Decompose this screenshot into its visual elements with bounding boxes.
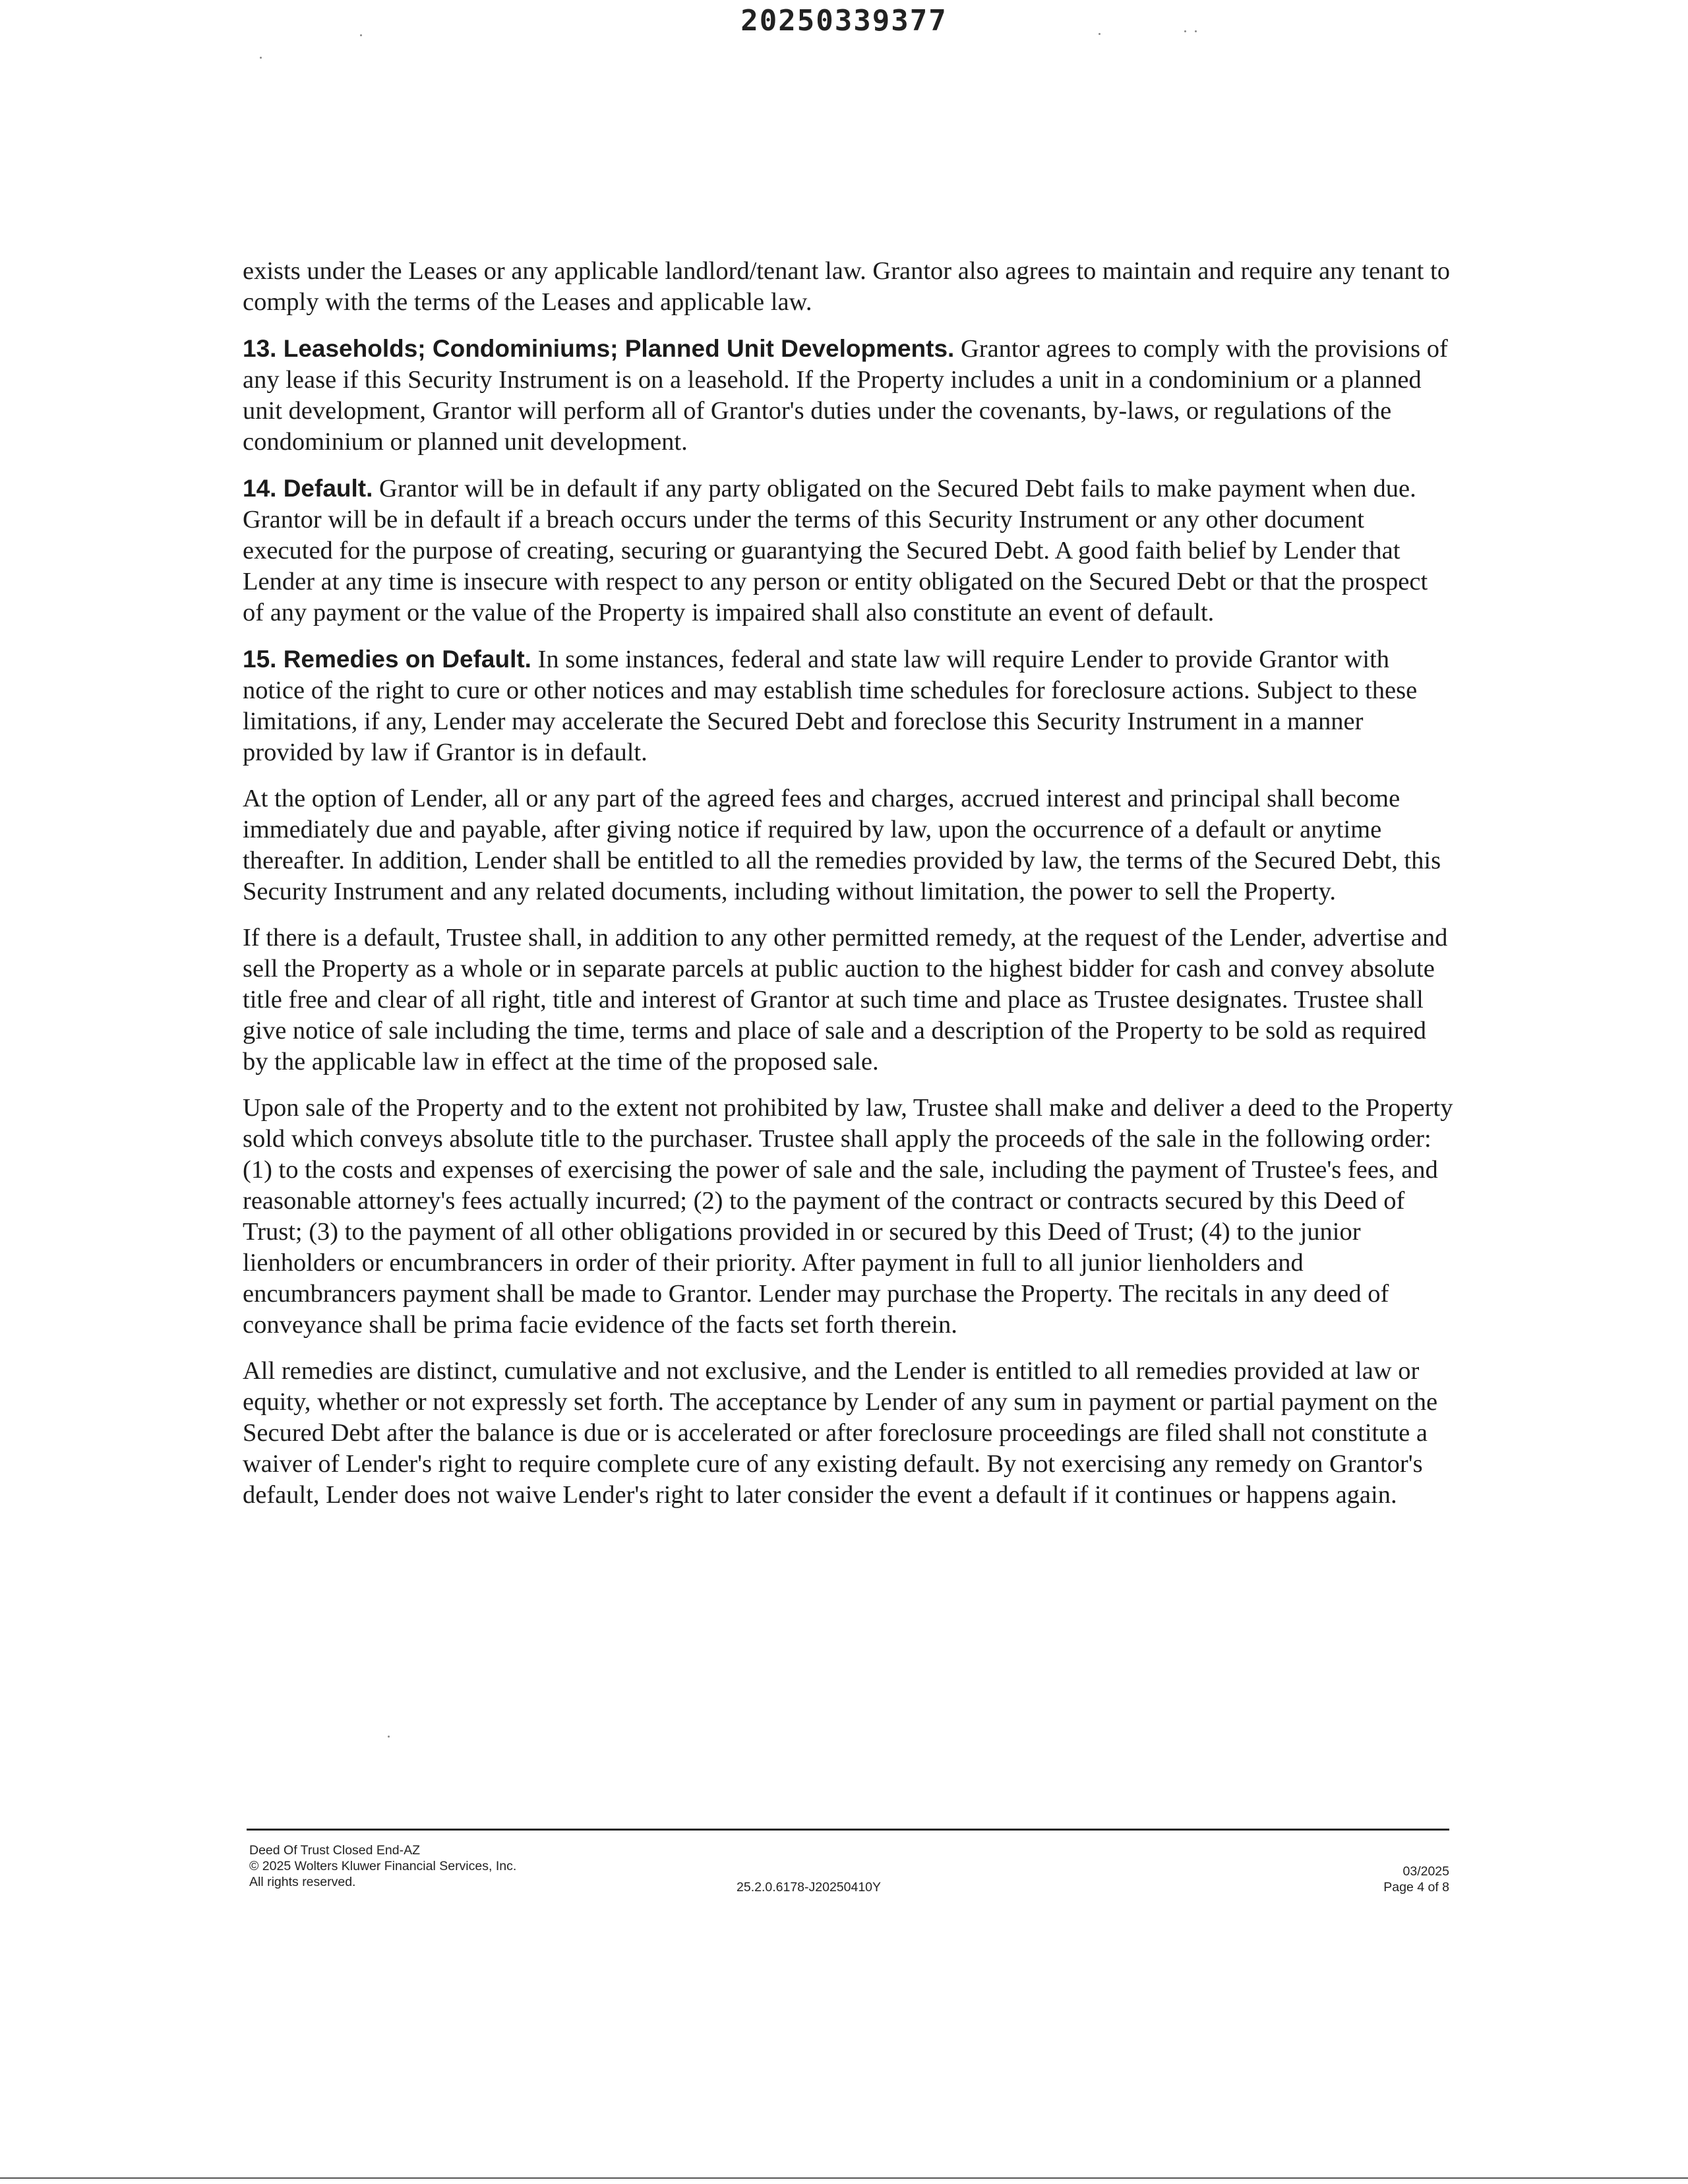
paragraph: At the option of Lender, all or any part of the agreed fees and charges, accrued interest and principal shall become immediately due and payable, after giving notice if required by law, upon the occurrence of a default or anytime thereafter. In addition, Lender shall be entitled to all the remedies provided by law, the terms of the Secured Debt, this Security Instrument and any related documents, including without limitation, the power to sell the Property. <box>243 785 1441 905</box>
section-14 <box>243 473 1453 628</box>
section-text: Grantor agrees to comply with the provisions of any lease if this Security Instrument is on a leasehold. If the Property includes a unit in a condominium or a planned unit development, Grantor will perform all of Grantor's duties under the covenants, by-laws, or regulations of the condominium or planned unit development. <box>243 335 1448 456</box>
footer-divider <box>247 1829 1449 1831</box>
form-name: Deed Of Trust Closed End-AZ <box>249 1843 421 1858</box>
document-body <box>243 256 1453 1526</box>
footer-left <box>249 1842 645 1890</box>
page-number: Page 4 of 8 <box>1383 1880 1449 1895</box>
copyright: © 2025 Wolters Kluwer Financial Services, Inc. <box>249 1859 517 1873</box>
rights: All rights reserved. <box>249 1875 356 1889</box>
section-heading: 15. Remedies on Default. <box>243 646 531 673</box>
paragraph: If there is a default, Trustee shall, in addition to any other permitted remedy, at the request of the Lender, advertise and sell the Property as a whole or in separate parcels at public auction to the highest bidder for cash and convey absolute title free and clear of all right, title and interest of Grantor at such time and place as Trustee designates. Trustee shall give notice of sale including the time, terms and place of sale and a description of the Property to be sold as required by the applicable law in effect at the time of the proposed sale. <box>243 924 1448 1076</box>
footer-right <box>1383 1864 1449 1895</box>
scan-speck <box>360 34 362 36</box>
section-text: Grantor will be in default if any party obligated on the Secured Debt fails to make payment when due. Grantor will be in default if a breach occurs under the terms of this Security Instrument or any other document executed for the purpose of creating, securing or guarantying the Secured Debt. A good faith belief by Lender that Lender at any time is insecure with respect to any person or entity obligated on the Secured Debt or that the prospect of any payment or the value of the Property is impaired shall also constitute an event of default. <box>243 475 1428 626</box>
paragraph: Upon sale of the Property and to the extent not prohibited by law, Trustee shall make and deliver a deed to the Property sold which conveys absolute title to the purchaser. Trustee shall apply the proceeds of the sale in the following order: (1) to the costs and expenses of exercising the power of sale and the sale, including the payment of Trustee's fees, and reasonable attorney's fees actually incurred; (2) to the payment of the contract or contracts secured by this Deed of Trust; (3) to the payment of all other obligations provided in or secured by this Deed of Trust; (4) to the junior lienholders or encumbrancers in order of their priority. After payment in full to all junior lienholders and encumbrancers payment shall be made to Grantor. Lender may purchase the Property. The recitals in any deed of conveyance shall be prima facie evidence of the facts set forth therein. <box>243 1094 1453 1339</box>
scan-speck <box>1099 33 1100 35</box>
section-heading: 14. Default. <box>243 475 373 502</box>
paragraph: All remedies are distinct, cumulative and not exclusive, and the Lender is entitled to all remedies provided at law or equity, whether or not expressly set forth. The acceptance by Lender of any sum in payment or partial payment on the Secured Debt after the balance is due or is accelerated or after foreclosure proceedings are filed shall not constitute a waiver of Lender's right to require complete cure of any existing default. By not exercising any remedy on Grantor's default, Lender does not waive Lender's right to later consider the event a default if it continues or happens again. <box>243 1357 1438 1509</box>
form-date: 03/2025 <box>1402 1864 1449 1879</box>
recording-number: 20250339377 <box>740 4 948 38</box>
version-code: 25.2.0.6178-J20250410Y <box>737 1880 882 1895</box>
section-15 <box>243 644 1453 768</box>
scan-speck <box>1184 30 1186 32</box>
section-13 <box>243 333 1453 458</box>
scan-speck <box>1195 30 1197 32</box>
scan-speck <box>388 1736 390 1738</box>
scan-speck <box>260 57 262 59</box>
section-heading: 13. Leaseholds; Condominiums; Planned Unit Developments. <box>243 335 955 362</box>
continuation-paragraph: exists under the Leases or any applicable landlord/tenant law. Grantor also agrees to maintain and require any tenant to comply with the terms of the Leases and applicable law. <box>243 257 1450 316</box>
section-text: In some instances, federal and state law will require Lender to provide Grantor with notice of the right to cure or other notices and may establish time schedules for foreclosure actions. Subject to these limitations, if any, Lender may accelerate the Secured Debt and foreclose this Security Instrument in a manner provided by law if Grantor is in default. <box>243 646 1418 766</box>
scan-edge-line <box>0 2177 1688 2179</box>
